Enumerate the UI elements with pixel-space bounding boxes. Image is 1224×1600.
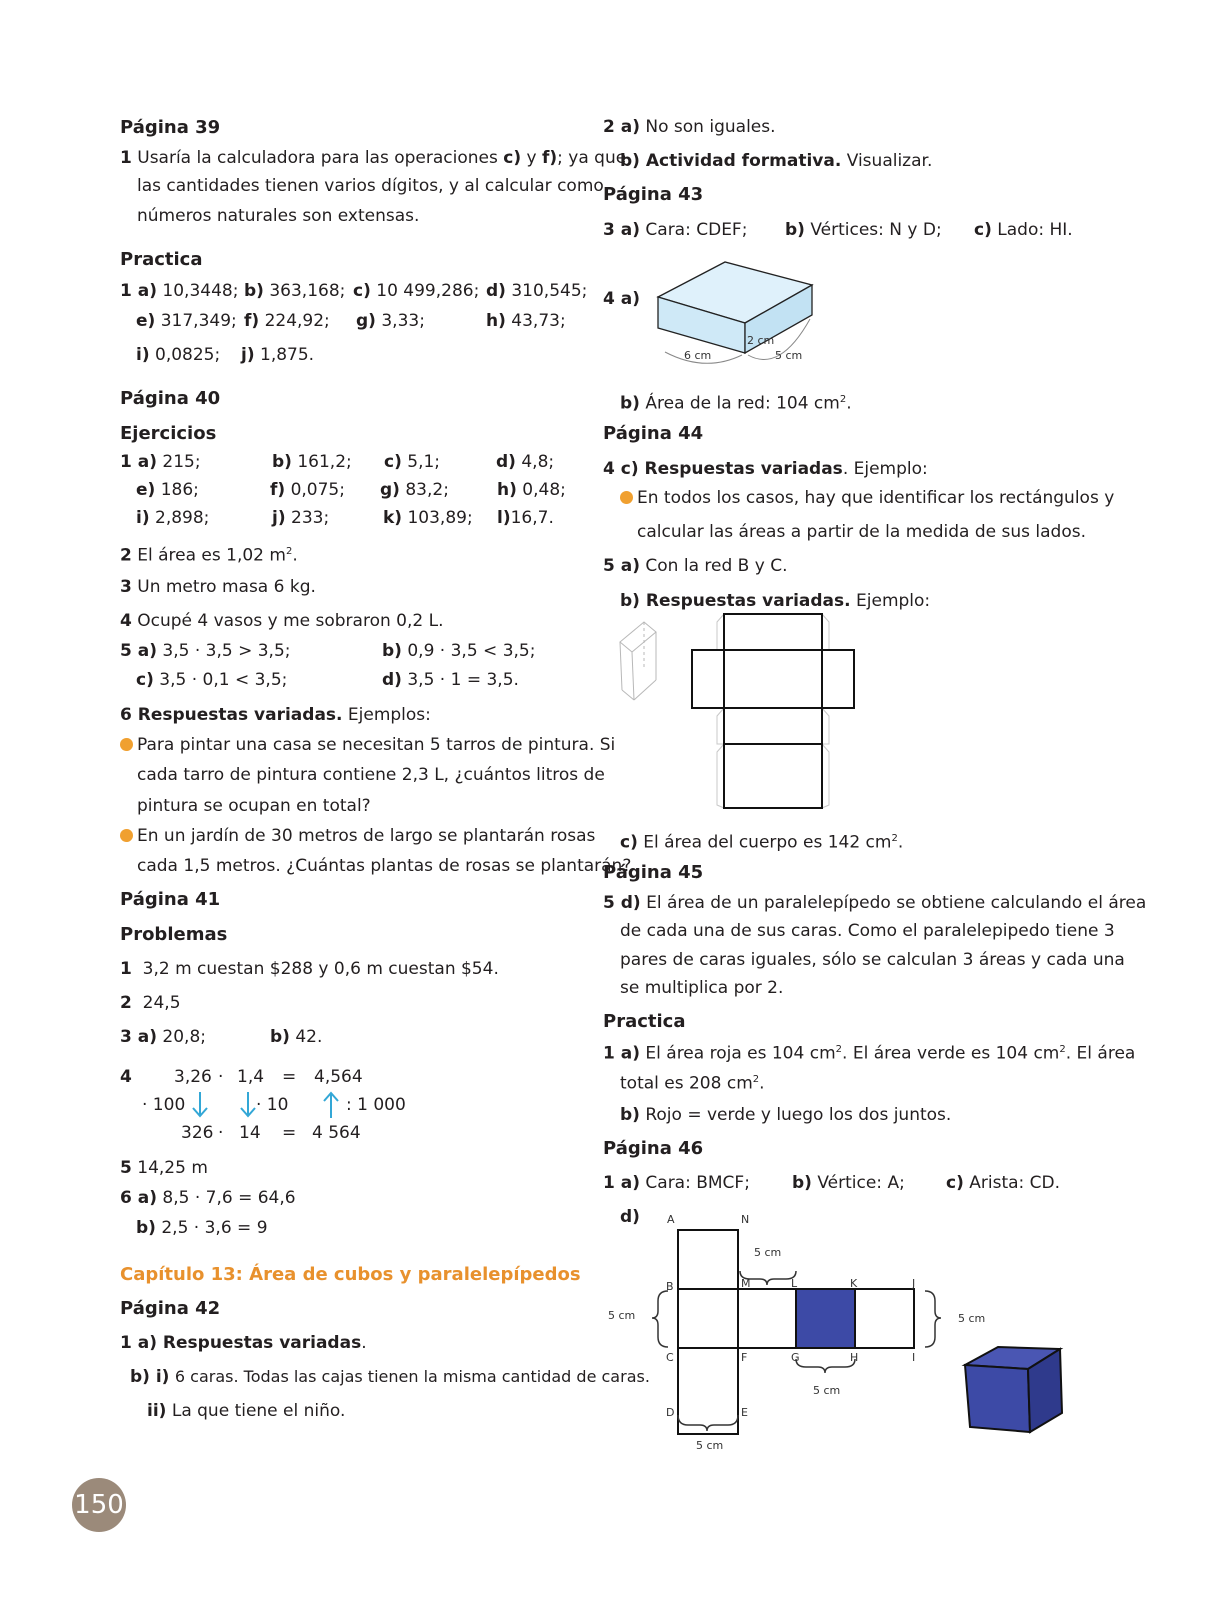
net-face	[678, 1289, 738, 1348]
page-39-heading: Página 39	[120, 117, 221, 138]
p41-q2: 2 24,5	[120, 993, 181, 1013]
p41-q3a: 3 a) 20,8;	[120, 1027, 206, 1047]
page-42-heading: Página 42	[120, 1298, 221, 1319]
p39-q1-line3: números naturales son extensas.	[137, 206, 420, 226]
p40-answer: 1 a) 215;	[120, 452, 201, 472]
arrow-up-icon	[324, 1093, 338, 1118]
vertex-label: L	[791, 1277, 798, 1290]
p45-q1a-line2: total es 208 $cm^2$.	[620, 1073, 765, 1094]
practica-heading: Practica	[120, 249, 203, 270]
p45-q1a-line1: 1 a) El área roja es 104 $cm^2$. El área verde es 104 $cm^2$. El área	[603, 1043, 1136, 1064]
scheme-operator: ·	[218, 1067, 224, 1087]
p41-q4-number: 4	[120, 1067, 132, 1087]
p40-answer: e) 186;	[136, 480, 199, 500]
p44-q5b: b) Respuestas variadas. Ejemplo:	[620, 591, 931, 611]
cube-net-illustration	[600, 1205, 1080, 1460]
p44-bullet-line2: calcular las áreas a partir de la medida de sus lados.	[637, 522, 1086, 542]
p40-q5-answer: 5 a) 3,5 · 3,5 > 3,5;	[120, 641, 291, 661]
p43-q4b: b) Área de la red: 104 $cm^2$.	[620, 393, 852, 414]
p39-answer: f) 224,92;	[244, 311, 330, 331]
dimension-label: 5 cm	[813, 1384, 841, 1397]
p43-q3b: b) Vértices: N y D;	[785, 220, 942, 240]
net-faces	[692, 614, 854, 808]
dimension-label: 5 cm	[608, 1309, 636, 1322]
vertex-label: M	[741, 1277, 751, 1290]
p41-q5: 5 14,25 m	[120, 1158, 208, 1178]
p45-q5d-line4: se multiplica por 2.	[620, 978, 784, 998]
p40-answer: f) 0,075;	[270, 480, 345, 500]
p39-q1-line1: 1 Usaría la calculadora para las operaciones c) y f); ya que	[120, 148, 627, 168]
vertex-label: C	[666, 1351, 674, 1364]
p43-q4a-label: 4 a)	[603, 289, 640, 309]
p41-q1: 1 3,2 m cuestan $288 y 0,6 m cuestan $54.	[120, 959, 499, 979]
net-face	[855, 1289, 914, 1348]
page-number: 150	[72, 1478, 126, 1532]
scheme-value: 4,564	[314, 1067, 363, 1087]
box-width-label: 6 cm	[684, 349, 712, 362]
p39-answer: c) 10 499,286;	[353, 281, 480, 301]
cube-net-faces	[678, 1230, 914, 1434]
page-43-heading: Página 43	[603, 184, 704, 205]
p39-answer: h) 43,73;	[486, 311, 566, 331]
box-depth-label: 5 cm	[775, 349, 803, 362]
vertex-label: E	[741, 1406, 748, 1419]
p44-q5c: c) El área del cuerpo es 142 $cm^2$.	[620, 832, 904, 853]
p44-bullet-line1: En todos los casos, hay que identificar los rectángulos y	[620, 487, 1114, 509]
scheme-operator: ·	[218, 1123, 224, 1143]
box-height-label: 2 cm	[747, 334, 775, 347]
arrow-down-icon	[241, 1092, 255, 1116]
bullet-example-2-line2: cada 1,5 metros. ¿Cuántas plantas de rosas se plantarán?	[137, 856, 632, 876]
p40-q4: 4 Ocupé 4 vasos y me sobraron 0,2 L.	[120, 611, 444, 631]
ejercicios-heading: Ejercicios	[120, 423, 217, 444]
scheme-operator: =	[282, 1067, 297, 1087]
p42-q1bi: b) i) 6 caras. Todas las cajas tienen la misma cantidad de caras.	[130, 1367, 650, 1387]
p39-answer: b) 363,168;	[244, 281, 346, 301]
p40-answer: k) 103,89;	[383, 508, 473, 528]
vertex-label: G	[791, 1351, 800, 1364]
vertex-label: J	[912, 1277, 916, 1290]
chapter-heading: Capítulo 13: Área de cubos y paralelepípedos	[120, 1264, 581, 1285]
net-face	[678, 1230, 738, 1289]
vertex-label: B	[666, 1280, 674, 1293]
p40-answer: g) 83,2;	[380, 480, 449, 500]
arrow-down-icon	[193, 1092, 207, 1116]
net-face-colored	[796, 1289, 855, 1348]
p45-q5d-line3: pares de caras iguales, sólo se calculan 3 áreas y cada una	[620, 950, 1125, 970]
p40-q5-answer: d) 3,5 · 1 = 3,5.	[382, 670, 519, 690]
page-46-heading: Página 46	[603, 1138, 704, 1159]
p40-q3: 3 Un metro masa 6 kg.	[120, 577, 316, 597]
vertex-label: N	[741, 1213, 750, 1226]
p40-answer: d) 4,8;	[496, 452, 555, 472]
p40-answer: c) 5,1;	[384, 452, 441, 472]
p40-answer: l)16,7.	[497, 508, 554, 528]
scheme-factor: · 100	[142, 1095, 186, 1115]
practica-heading: Practica	[603, 1011, 686, 1032]
p39-answer: i) 0,0825;	[136, 345, 221, 365]
scheme-value: 4 564	[312, 1123, 361, 1143]
p39-answer: j) 1,875.	[241, 345, 315, 365]
p45-q5d-line1: 5 d) El área de un paralelepípedo se obtiene calculando el área	[603, 893, 1147, 913]
bullet-example-1-line2: cada tarro de pintura contiene 2,3 L, ¿cuántos litros de	[137, 765, 605, 785]
q2b: b) Actividad formativa. Visualizar.	[620, 151, 933, 171]
box-illustration	[650, 255, 820, 370]
scheme-factor: · 10	[256, 1095, 289, 1115]
p40-q2: 2 El área es 1,02 $m^2$.	[120, 545, 298, 566]
p39-answer: g) 3,33;	[356, 311, 425, 331]
p43-q3c: c) Lado: HI.	[974, 220, 1073, 240]
net-face	[738, 1289, 796, 1348]
p40-q5-answer: b) 0,9 · 3,5 < 3,5;	[382, 641, 536, 661]
net-face	[678, 1348, 738, 1434]
p44-q5a: 5 a) Con la red B y C.	[603, 556, 788, 576]
p39-q1-line2: las cantidades tienen varios dígitos, y al calcular como	[137, 176, 604, 196]
scheme-value: 3,26	[174, 1067, 212, 1087]
vertex-label: A	[667, 1213, 675, 1226]
bullet-example-2-line1: En un jardín de 30 metros de largo se plantarán rosas	[120, 825, 595, 847]
p39-answer: 1 a) 10,3448;	[120, 281, 239, 301]
p41-q3b: b) 42.	[270, 1027, 323, 1047]
p43-q3a: 3 a) Cara: CDEF;	[603, 220, 748, 240]
scheme-factor: : 1 000	[346, 1095, 406, 1115]
dimension-label: 5 cm	[696, 1439, 724, 1452]
vertex-label: I	[912, 1351, 916, 1364]
scheme-value: 1,4	[237, 1067, 265, 1087]
p41-q6a: 6 a) 8,5 · 7,6 = 64,6	[120, 1188, 296, 1208]
p40-answer: i) 2,898;	[136, 508, 210, 528]
page-45-heading: Página 45	[603, 862, 704, 883]
bullet-icon	[120, 829, 133, 842]
p40-answer: h) 0,48;	[497, 480, 566, 500]
vertex-label: H	[850, 1351, 859, 1364]
dimension-label: 5 cm	[754, 1246, 782, 1259]
p46-q1c: c) Arista: CD.	[946, 1173, 1061, 1193]
p40-answer: b) 161,2;	[272, 452, 352, 472]
bullet-icon	[120, 738, 133, 751]
dimension-label: 5 cm	[958, 1312, 986, 1325]
q2a: 2 a) No son iguales.	[603, 117, 776, 137]
p45-q5d-line2: de cada una de sus caras. Como el paralelepipedo tiene 3	[620, 921, 1115, 941]
vertex-label: K	[850, 1277, 858, 1290]
p39-answer: e) 317,349;	[136, 311, 237, 331]
p45-q1b: b) Rojo = verde y luego los dos juntos.	[620, 1105, 952, 1125]
page-44-heading: Página 44	[603, 423, 704, 444]
p46-q1d: d)	[620, 1207, 640, 1227]
p40-answer: j) 233;	[272, 508, 330, 528]
cube-3d	[965, 1347, 1062, 1432]
p41-q6b: b) 2,5 · 3,6 = 9	[136, 1218, 268, 1238]
p44-q4c: 4 c) Respuestas variadas. Ejemplo:	[603, 459, 928, 479]
bullet-example-1-line1: Para pintar una casa se necesitan 5 tarros de pintura. Si	[120, 734, 615, 756]
problemas-heading: Problemas	[120, 924, 228, 945]
p40-q5-answer: c) 3,5 · 0,1 < 3,5;	[136, 670, 288, 690]
p46-q1a: 1 a) Cara: BMCF;	[603, 1173, 750, 1193]
p42-q1bii: ii) La que tiene el niño.	[147, 1401, 346, 1421]
scheme-value: 14	[239, 1123, 261, 1143]
p42-q1a: 1 a) Respuestas variadas.	[120, 1333, 367, 1353]
prism-net-illustration	[612, 610, 862, 815]
bullet-icon	[620, 491, 633, 504]
p40-q6: 6 Respuestas variadas. Ejemplos:	[120, 705, 431, 725]
scheme-arrows	[186, 1088, 346, 1122]
page-40-heading: Página 40	[120, 388, 221, 409]
prism-sketch	[620, 622, 656, 700]
vertex-label: D	[666, 1406, 675, 1419]
bullet-example-1-line3: pintura se ocupan en total?	[137, 796, 371, 816]
p46-q1b: b) Vértice: A;	[792, 1173, 905, 1193]
scheme-operator: =	[282, 1123, 297, 1143]
scheme-value: 326	[181, 1123, 214, 1143]
p39-answer: d) 310,545;	[486, 281, 588, 301]
vertex-label: F	[741, 1351, 748, 1364]
page-41-heading: Página 41	[120, 889, 221, 910]
